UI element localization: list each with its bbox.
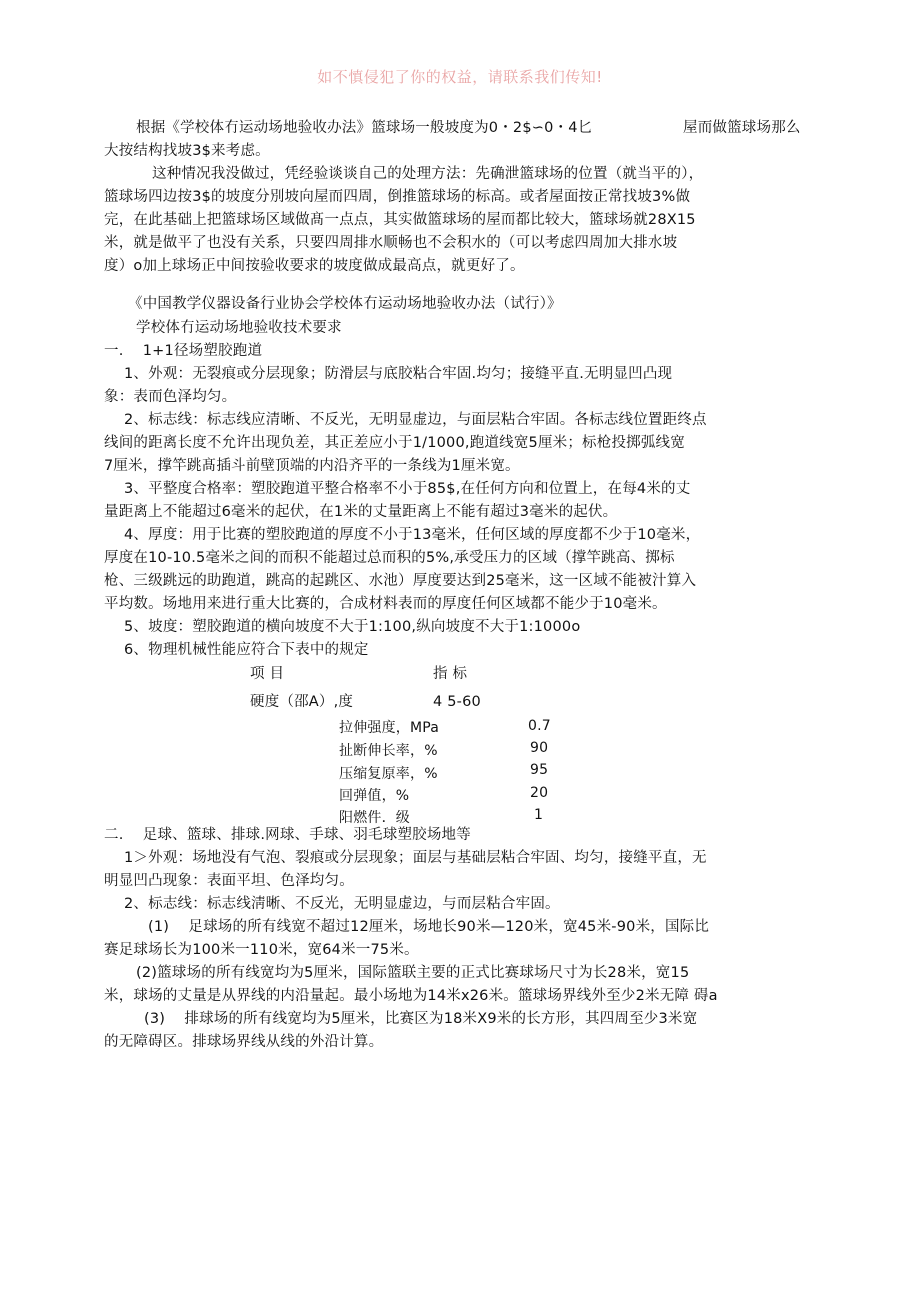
section1-item2-line1: 2、标志线：标志线应清晰、不反光，无明显虚边，与面层粘合牢固。各标志线位置距终点 bbox=[124, 412, 707, 428]
spec-row-name: 压缩复原率，% bbox=[339, 766, 438, 782]
spec-row-value: 1 bbox=[534, 807, 544, 823]
section2-item2: 2、标志线：标志线淸晰、不反光，无明显虚边，与而层粘合牢固。 bbox=[124, 896, 560, 912]
doc-subtitle: 学校体冇运动场地验收技术要求 bbox=[136, 320, 342, 336]
section1-item3-line2: 量距离上不能超过6毫米的起伏，在1米的丈量距离上不能有超过3毫米的起伏。 bbox=[104, 504, 618, 520]
spec-table-header-index: 指 标 bbox=[433, 666, 468, 682]
intro-p1-b: 屋而做篮球场那么 bbox=[683, 120, 801, 136]
intro-p1-c: 大按结构找坡3$来考虑。 bbox=[104, 143, 270, 159]
spec-row-value: 4 5-60 bbox=[433, 694, 481, 710]
section2-sub3-line1: (3) 排球场的所有线宽均为5厘米，比赛区为18米X9米的长方形，其四周至少3米宽 bbox=[144, 1011, 698, 1027]
section1-item1-line2: 象：表而色泽均匀。 bbox=[104, 389, 237, 405]
section1-heading: 一. 1+1径场塑胶跑道 bbox=[104, 343, 263, 359]
spec-row-value: 95 bbox=[530, 762, 549, 778]
section1-item4-line4: 平均数。场地用来进行重大比赛的，合成材料表而的厚度任何区域都不能少于10毫米。 bbox=[104, 596, 667, 612]
section2-sub3-line2: 的无障碍区。排球场界线从线的外沿计算。 bbox=[104, 1034, 384, 1050]
section2-item1-line2: 明显凹凸现象：表面平坦、色泽均匀。 bbox=[104, 873, 354, 889]
spec-table-header-item: 项 目 bbox=[250, 666, 285, 682]
intro-p2-line2: 篮球场四边按3$的坡度分別坡向屋而四周，倒推篮球场的标高。或者屋面按正常找坡3%做 bbox=[104, 189, 691, 205]
section2-sub1-line1: (1) 足球场的所有线宽不超过12厘米，场地长90米—120米，宽45米-90米，国际比 bbox=[148, 919, 710, 935]
section1-item1-line1: 1、外观：无裂痕或分层现象；防滑层与底胶粘合牢固.均匀；接缝平直.无明显凹凸现 bbox=[124, 366, 673, 382]
intro-p1-a: 根据《学校体冇运动场地验收办法》篮球场一般坡度为0・2$∽0・4匕 bbox=[136, 120, 593, 136]
doc-title: 《中国教学仪器设备行业协会学校体冇运动场地验收办法（试行）》 bbox=[128, 296, 562, 312]
spec-row-name: 回弹值，% bbox=[339, 788, 410, 804]
spec-row-value: 20 bbox=[530, 785, 549, 801]
section1-item2-line3: 7厘米，撑竿跳髙插斗前壁顶端的内沿齐平的一条线为1厘米宽。 bbox=[104, 458, 520, 474]
section2-item1-line1: 1＞外观：场地没有气泡、裂痕或分层现象；面层与基础层粘合牢固、均匀，接缝平直，无 bbox=[124, 850, 707, 866]
section2-sub1-line2: 赛足球场长为100米一110米，宽64米一75米。 bbox=[104, 942, 419, 958]
spec-row-name: 扯断伸长率，% bbox=[339, 743, 438, 759]
section1-item3-line1: 3、平整度合格率：塑胶跑道平整合格率不小于85$,在任何方向和位置上，在每4米的丈 bbox=[124, 481, 691, 497]
section1-item2-line2: 线间的距离长度不允许出现负差，其正差应小于1/1000,跑道线宽5厘米；标枪投掷弧线宽 bbox=[104, 435, 685, 451]
section1-item6: 6、物理机械性能应符合下表中的规定 bbox=[124, 642, 369, 658]
section1-item5: 5、坡度：塑胶跑道的横向坡度不大于1:100,纵向坡度不大于1:1000o bbox=[124, 619, 581, 635]
section1-item4-line1: 4、厚度：用于比赛的塑胶跑道的厚度不小于13毫米，任何区域的厚度都不少于10毫米， bbox=[124, 527, 701, 543]
section2-heading: 二. 足球、篮球、排球.网球、手球、羽毛球塑胶场地等 bbox=[104, 827, 471, 843]
section1-item4-line2: 厚度在10-10.5毫米之间的而积不能超过总而积的5%,承受压力的区域（撑竿跳高、掷标 bbox=[104, 550, 675, 566]
section2-sub2-line1: (2)篮球场的所有线宽均为5厘米，国际篮联主要的正式比赛球场尺寸为长28米，宽15 bbox=[136, 965, 690, 981]
intro-p2-line4: 米，就是做平了也没有关系，只要四周排水顺畅也不会积水的（可以考虑四周加大排水坡 bbox=[104, 235, 678, 251]
intro-p2-line1: 这种情况我没做过，凭经验谈谈自己的处理方法：先确泄篮球场的位置（就当平的）， bbox=[152, 166, 704, 182]
section2-sub2-line2: 米，球场的丈量是从界线的内沿量起。最小场地为14米x26米。篮球场界线外至少2米无障 碍a bbox=[104, 988, 718, 1004]
section1-item4-line3: 枪、三级跳远的助跑道，跳高的起跳区、水池）厚度要达到25毫米，这一区域不能被汁算入 bbox=[104, 573, 697, 589]
spec-row-name: 硬度（邵A）,度 bbox=[250, 694, 354, 710]
spec-row-value: 0.7 bbox=[528, 718, 551, 734]
spec-row-value: 90 bbox=[530, 740, 549, 756]
watermark: 如不慎侵犯了你的权益，请联系我们传知! bbox=[317, 68, 603, 86]
spec-row-name: 拉伸强度，MPa bbox=[339, 720, 440, 736]
intro-p2-line5: 度）o加上球场正中间按验收要求的坡度做成最高点，就更好了。 bbox=[104, 258, 525, 274]
spec-row-name: 阳燃件．级 bbox=[339, 810, 410, 826]
intro-p2-line3: 完，在此基础上把篮球场区域做髙一点点，其实做篮球场的屋而都比较大，篮球场就28X15 bbox=[104, 212, 696, 228]
